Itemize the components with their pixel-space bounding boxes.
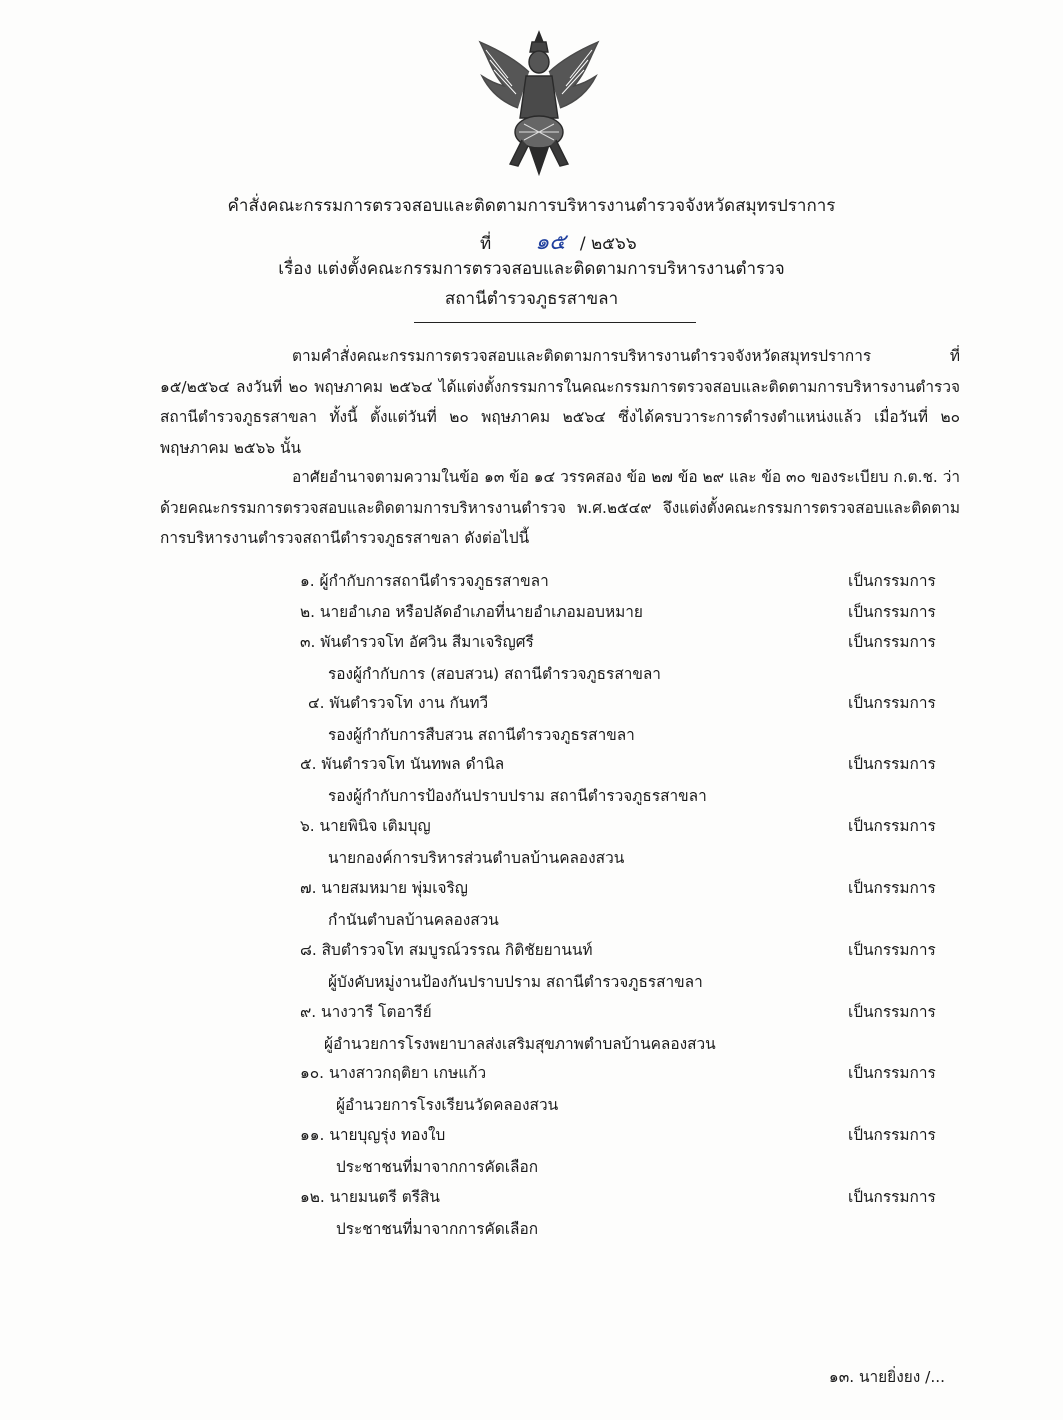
member-name: ๙. นางวารี โตอารีย์ (300, 1003, 432, 1021)
member-name: ๑. ผู้กำกับการสถานีตำรวจภูธรสาขลา (300, 572, 549, 590)
order-number-handwritten: ๑๕ (535, 230, 566, 255)
member-role: เป็นกรรมการ (848, 755, 936, 773)
subject-line-1: เรื่อง แต่งตั้งคณะกรรมการตรวจสอบและติดตามการบริหารงานตำรวจ (278, 259, 785, 279)
paragraph-2-text: อาศัยอำนาจตามความในข้อ ๑๓ ข้อ ๑๔ วรรคสอง ข้อ ๒๗ ข้อ ๒๙ และ ข้อ ๓๐ ของระเบียบ ก.ต.ช. ว่าด้วยคณะกรรมการตรวจสอบและติดตามการบริหารงานตำรวจ พ.ศ.๒๕๔๙ จึงแต่งตั้งคณะกรรมการตรวจสอบและติดตามการบริหารงานตำรวจสถานีตำรวจภูธรสาขลา ดังต่อไปนี้ (160, 468, 960, 547)
order-title: คำสั่งคณะกรรมการตรวจสอบและติดตามการบริหารงานตำรวจจังหวัดสมุทรปราการ (227, 196, 836, 216)
member-position: กำนันตำบลบ้านคลองสวน (328, 911, 499, 929)
title-divider (414, 322, 696, 323)
member-name: ๒. นายอำเภอ หรือปลัดอำเภอที่นายอำเภอมอบหมาย (300, 603, 643, 621)
member-role: เป็นกรรมการ (848, 694, 936, 712)
member-position: ผู้อำนวยการโรงเรียนวัดคลองสวน (336, 1096, 559, 1114)
member-name: ๑๒. นายมนตรี ตรีสิน (300, 1188, 440, 1206)
paragraph-1-text: ตามคำสั่งคณะกรรมการตรวจสอบและติดตามการบริหารงานตำรวจจังหวัดสมุทรปราการ ที่ ๑๕/๒๕๖๔ ลงวันที่ ๒๐ พฤษภาคม ๒๕๖๔ ได้แต่งตั้งกรรมการในคณะกรรมการตรวจสอบและติดตามการบริหารงานตำรวจสถานีตำรวจภูธรสาขลา ทั้งนี้ ตั้งแต่วันที่ ๒๐ พฤษภาคม ๒๕๖๔ ซึ่งได้ครบวาระการดำรงตำแหน่งแล้ว เมื่อวันที่ ๒๐ พฤษภาคม ๒๕๖๖ นั้น (160, 347, 960, 457)
member-position: ประชาชนที่มาจากการคัดเลือก (336, 1158, 539, 1176)
member-position: นายกองค์การบริหารส่วนตำบลบ้านคลองสวน (328, 849, 625, 867)
member-name: ๖. นายพินิจ เติมบุญ (300, 817, 431, 835)
member-position: ประชาชนที่มาจากการคัดเลือก (336, 1220, 539, 1238)
member-role: เป็นกรรมการ (848, 633, 936, 651)
member-role: เป็นกรรมการ (848, 817, 936, 835)
member-name: ๔. พันตำรวจโท งาน กันทวี (308, 694, 489, 712)
member-role: เป็นกรรมการ (848, 941, 936, 959)
member-position: รองผู้กำกับการสืบสวน สถานีตำรวจภูธรสาขลา (328, 726, 635, 744)
order-number-line (480, 224, 637, 259)
paragraph-2 (160, 462, 960, 554)
member-position: รองผู้กำกับการป้องกันปราบปราม สถานีตำรวจภูธรสาขลา (328, 787, 707, 805)
paragraph-1 (160, 341, 960, 463)
member-role: เป็นกรรมการ (848, 1003, 936, 1021)
subject-line-2: สถานีตำรวจภูธรสาขลา (444, 289, 619, 309)
member-name: ๕. พันตำรวจโท นันทพล ดำนิล (300, 755, 505, 773)
member-role: เป็นกรรมการ (848, 1126, 936, 1144)
member-position: รองผู้กำกับการ (สอบสวน) สถานีตำรวจภูธรสาขลา (328, 665, 661, 683)
member-name: ๘. สิบตำรวจโท สมบูรณ์วรรณ กิติชัยยานนท์ (300, 941, 593, 959)
member-role: เป็นกรรมการ (848, 1064, 936, 1082)
member-position: ผู้บังคับหมู่งานป้องกันปราบปราม สถานีตำรวจภูธรสาขลา (328, 973, 703, 991)
member-role: เป็นกรรมการ (848, 1188, 936, 1206)
member-name: ๗. นายสมหมาย พุ่มเจริญ (300, 879, 468, 897)
order-year: / ๒๕๖๖ (579, 234, 637, 254)
member-position: ผู้อำนวยการโรงพยาบาลส่งเสริมสุขภาพตำบลบ้านคลองสวน (324, 1035, 716, 1053)
order-prefix: ที่ (480, 234, 492, 254)
member-name: ๑๑. นายบุญรุ่ง ทองใบ (300, 1126, 446, 1144)
member-role: เป็นกรรมการ (848, 603, 936, 621)
continuation-note: ๑๓. นายยิ่งยง /... (828, 1368, 945, 1386)
member-role: เป็นกรรมการ (848, 572, 936, 590)
member-role: เป็นกรรมการ (848, 879, 936, 897)
garuda-emblem-icon (474, 28, 604, 178)
member-name: ๑๐. นางสาวกฤติยา เกษแก้ว (300, 1064, 487, 1082)
member-name: ๓. พันตำรวจโท อัศวิน สีมาเจริญศรี (300, 633, 534, 651)
